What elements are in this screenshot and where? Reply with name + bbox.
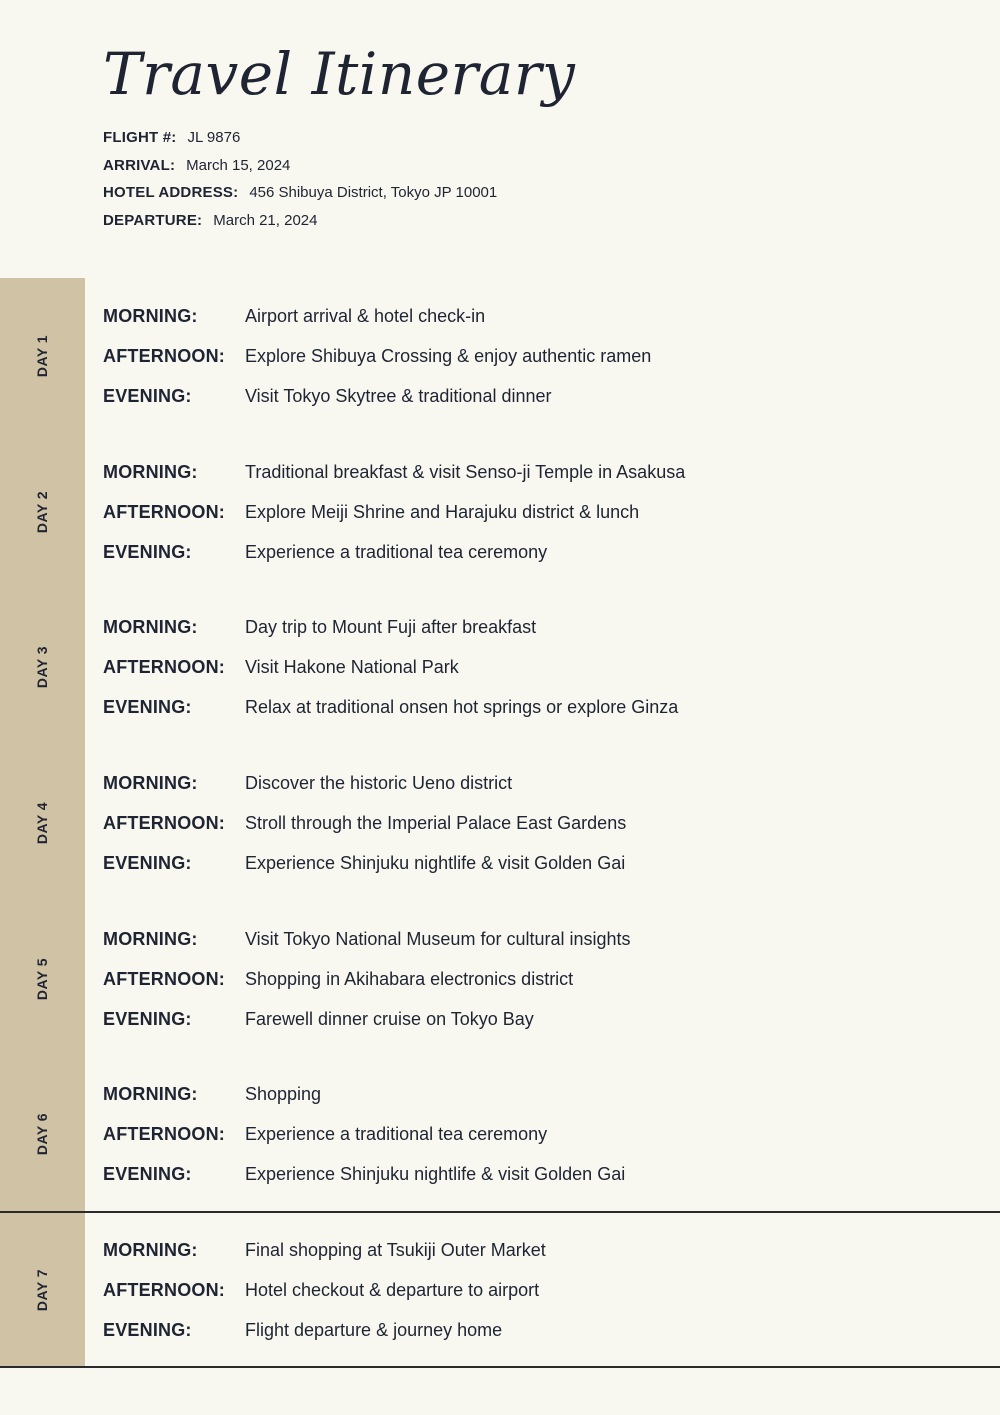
info-value: JL 9876 — [187, 129, 241, 146]
info-label: HOTEL ADDRESS: — [103, 184, 239, 201]
evening-activity: Relax at traditional onsen hot springs or explore Ginza — [245, 697, 679, 718]
day-label: DAY 5 — [34, 957, 50, 1000]
afternoon-activity: Explore Meiji Shrine and Harajuku district & lunch — [245, 501, 640, 522]
info-label: ARRIVAL: — [103, 156, 176, 174]
day-section-6 — [0, 1056, 1000, 1212]
info-label: FLIGHT #: — [103, 129, 177, 146]
info-row-departure — [103, 210, 497, 238]
day-tab — [0, 1056, 85, 1212]
info-value: March 21, 2024 — [213, 211, 318, 229]
evening-label: EVENING: — [103, 853, 192, 874]
afternoon-activity: Experience a traditional tea ceremony — [245, 1124, 548, 1145]
afternoon-label: AFTERNOON: — [103, 501, 225, 522]
morning-activity: Final shopping at Tsukiji Outer Market — [245, 1240, 546, 1261]
morning-activity: Discover the historic Ueno district — [245, 773, 513, 794]
evening-label: EVENING: — [103, 541, 192, 562]
evening-label: EVENING: — [103, 1320, 192, 1341]
evening-activity: Farewell dinner cruise on Tokyo Bay — [245, 1008, 534, 1029]
day-tab — [0, 1212, 85, 1368]
day-section-5 — [0, 901, 1000, 1057]
info-label: DEPARTURE: — [103, 211, 203, 229]
evening-label: EVENING: — [103, 1008, 192, 1029]
page-title: Travel Itinerary — [103, 40, 576, 108]
day-label: DAY 1 — [34, 334, 50, 378]
morning-label: MORNING: — [103, 461, 198, 482]
afternoon-label: AFTERNOON: — [103, 1124, 225, 1145]
evening-label: EVENING: — [103, 1164, 192, 1185]
afternoon-activity: Stroll through the Imperial Palace East Gardens — [245, 813, 627, 834]
day-label: DAY 3 — [34, 646, 50, 689]
evening-activity: Experience Shinjuku nightlife & visit Golden Gai — [245, 853, 626, 874]
evening-label: EVENING: — [103, 386, 192, 406]
trip-info — [103, 127, 497, 237]
day-label: DAY 2 — [34, 490, 50, 533]
morning-activity: Shopping — [245, 1084, 322, 1105]
afternoon-activity: Shopping in Akihabara electronics district — [245, 968, 574, 989]
divider-line — [0, 1366, 1000, 1368]
afternoon-activity: Visit Hakone National Park — [245, 657, 459, 678]
morning-activity: Day trip to Mount Fuji after breakfast — [245, 617, 537, 638]
morning-label: MORNING: — [103, 928, 198, 949]
evening-activity: Visit Tokyo Skytree & traditional dinner — [245, 386, 552, 406]
day-section-2 — [0, 434, 1000, 590]
day-label: DAY 7 — [34, 1269, 50, 1312]
day-label: DAY 6 — [34, 1113, 50, 1156]
day-label: DAY 4 — [34, 801, 50, 845]
day-section-4 — [0, 745, 1000, 901]
morning-label: MORNING: — [103, 617, 198, 638]
afternoon-activity: Hotel checkout & departure to airport — [245, 1280, 540, 1301]
info-value: March 15, 2024 — [186, 156, 291, 174]
day-tab — [0, 745, 85, 901]
day-tab — [0, 901, 85, 1057]
evening-label: EVENING: — [103, 697, 192, 718]
afternoon-activity: Explore Shibuya Crossing & enjoy authentic ramen — [245, 346, 652, 366]
day-tab — [0, 434, 85, 590]
day-section-3 — [0, 589, 1000, 745]
afternoon-label: AFTERNOON: — [103, 346, 225, 366]
info-row-arrival — [103, 155, 497, 183]
morning-label: MORNING: — [103, 1240, 198, 1261]
evening-activity: Experience a traditional tea ceremony — [245, 541, 548, 562]
afternoon-label: AFTERNOON: — [103, 968, 225, 989]
afternoon-label: AFTERNOON: — [103, 657, 225, 678]
morning-label: MORNING: — [103, 306, 198, 326]
day-tab — [0, 278, 85, 434]
day-section-1 — [0, 278, 1000, 434]
divider-line — [0, 1211, 1000, 1213]
info-row-hotel-address — [103, 182, 497, 210]
evening-activity: Experience Shinjuku nightlife & visit Golden Gai — [245, 1164, 626, 1185]
itinerary-days — [0, 278, 1000, 1368]
morning-label: MORNING: — [103, 1084, 198, 1105]
day-section-7 — [0, 1212, 1000, 1368]
info-value: 456 Shibuya District, Tokyo JP 10001 — [249, 184, 498, 201]
afternoon-label: AFTERNOON: — [103, 1280, 225, 1301]
info-row-flight — [103, 127, 497, 155]
morning-activity: Traditional breakfast & visit Senso-ji Temple in Asakusa — [245, 461, 686, 482]
day-tab — [0, 589, 85, 745]
afternoon-label: AFTERNOON: — [103, 813, 225, 834]
morning-activity: Airport arrival & hotel check-in — [245, 306, 486, 326]
evening-activity: Flight departure & journey home — [245, 1320, 503, 1341]
morning-activity: Visit Tokyo National Museum for cultural insights — [245, 928, 631, 949]
morning-label: MORNING: — [103, 773, 198, 794]
